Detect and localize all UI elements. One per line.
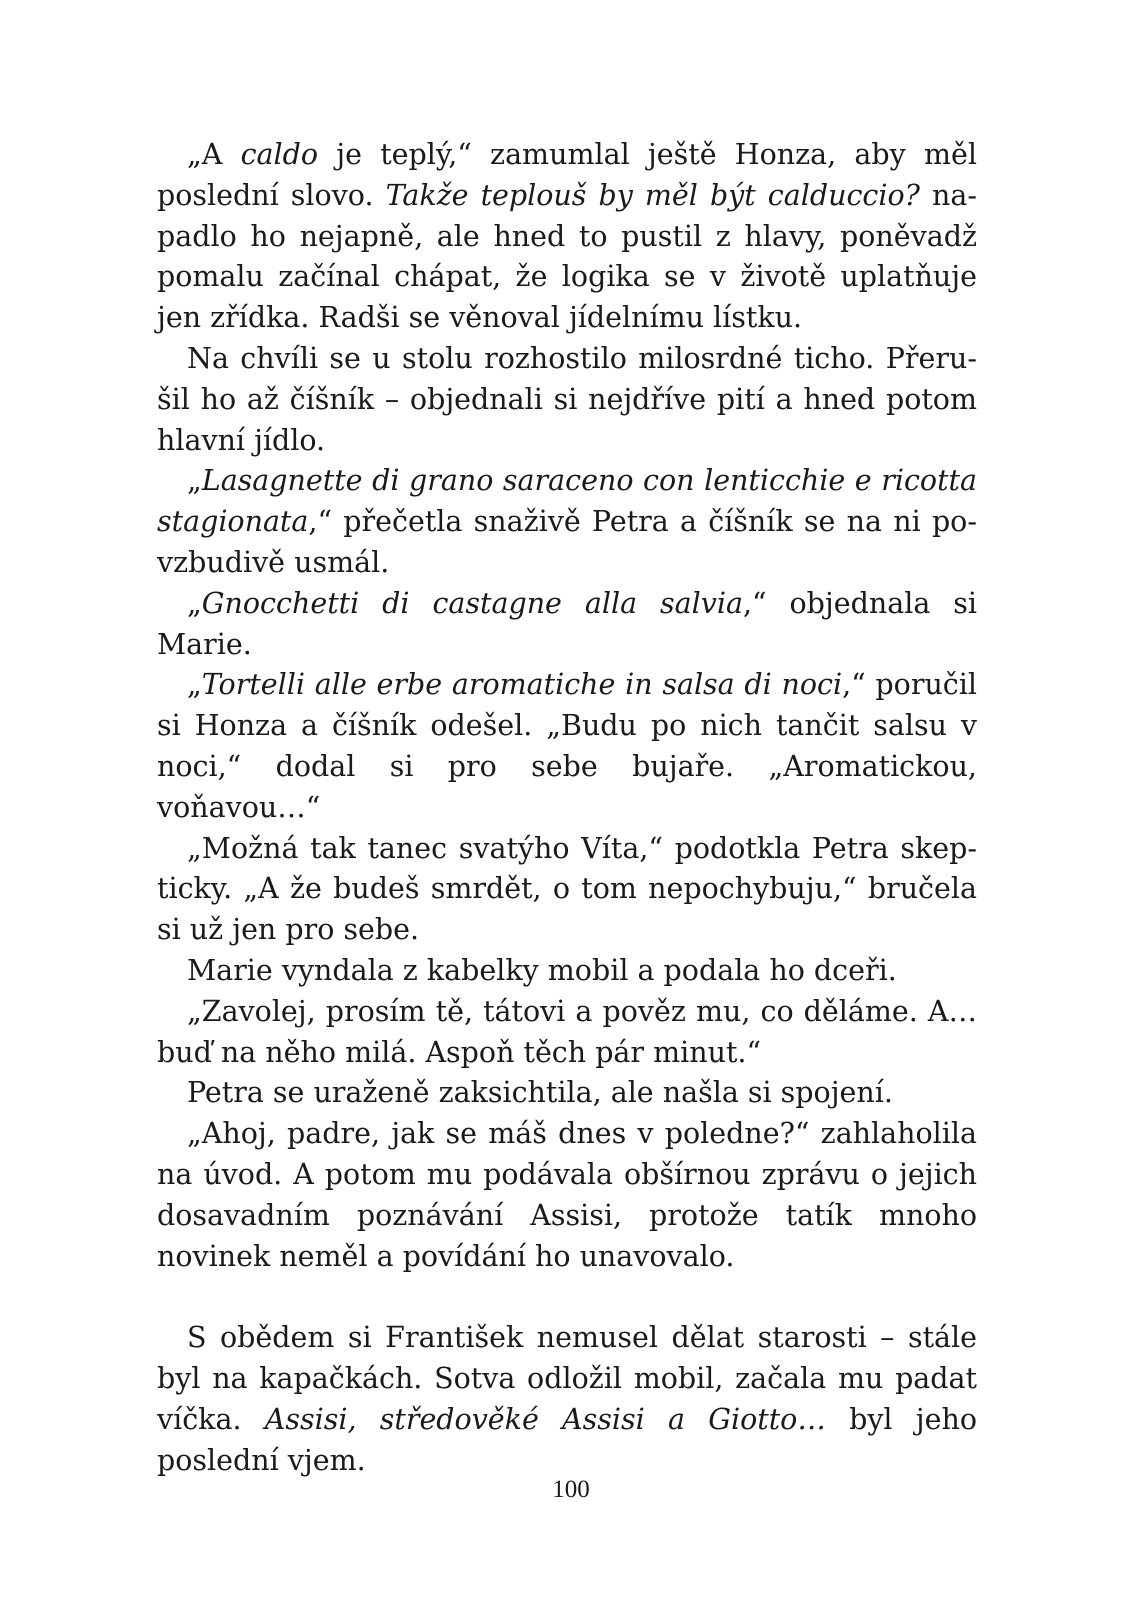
paragraph — [157, 992, 977, 1074]
italic-text: Assisi, středověké Assisi a Giotto… — [264, 1402, 826, 1436]
paragraph — [157, 584, 977, 666]
text-run: je teplý,“ zamumlal ještě Honza, aby měl poslední slovo. — [157, 138, 977, 212]
text-run: „ — [187, 586, 202, 620]
text-run: ,“ objednala si Marie. — [157, 586, 977, 661]
text-run: „Zavolej, prosím tě, tátovi a pověz mu, co děláme. A… buď na něho milá. Aspoň těch pár minut.“ — [157, 994, 977, 1069]
paragraph — [157, 665, 977, 828]
page-body — [157, 135, 977, 1481]
text-run: ,“ poručil si Honza a číšník odešel. „Budu po nich tančit salsu v noci,“ dodal si pro sebe bujaře. „Aromatickou, voňavou…“ — [157, 668, 978, 824]
paragraph — [157, 461, 977, 583]
text-run: napadlo ho nejapně, ale hned to pustil z hlavy, poněvadž pomalu začínal chápat, že logika se v životě uplatňuje jen zřídka. Radši se věnoval jídelnímu lístku. — [157, 178, 978, 335]
italic-text: Tortelli alle erbe aromatiche in salsa di noci — [201, 668, 843, 702]
italic-text: caldo — [240, 138, 319, 171]
text-run: „Možná tak tanec svatýho Víta,“ podotkla Petra skepticky. „A že budeš smrdět, o tom nepochybuju,“ bručela si už jen pro sebe. — [157, 831, 977, 947]
text-run: „ — [187, 464, 202, 498]
paragraph — [157, 1318, 977, 1481]
italic-text: Takže teplouš by měl být calduccio? — [385, 178, 920, 212]
paragraph — [157, 1073, 977, 1114]
text-run: „A — [187, 138, 241, 171]
paragraph — [157, 135, 977, 339]
italic-text: Lasagnette di grano saraceno con lenticchie e ricotta stagionata — [157, 464, 977, 539]
paragraph — [157, 339, 977, 461]
text-run: Petra se uraženě zaksichtila, ale našla si spojení. — [187, 1076, 893, 1110]
paragraph — [157, 951, 977, 992]
text-run: Na chvíli se u stolu rozhostilo milosrdné ticho. Přerušil ho až číšník – objednali si nejdříve pití a hned potom hlavní jídlo. — [157, 341, 977, 457]
text-run: Marie vyndala z kabelky mobil a podala ho dceři. — [187, 953, 897, 987]
paragraph — [157, 829, 977, 951]
text-run: ,“ přečetla snaživě Petra a číšník se na ni povzbudivě usmál. — [157, 505, 977, 579]
italic-text: Gnocchetti di castagne alla salvia — [201, 586, 743, 620]
text-run: byl jeho poslední vjem. — [157, 1402, 977, 1477]
text-run: „Ahoj, padre, jak se máš dnes v poledne?“ zahlaholila na úvod. A potom mu podávala obšírnou zprávu o jejich dosavadním poznávání Assisi, protože tatík mnoho novinek neměl a povídání ho unavovalo. — [157, 1117, 977, 1273]
text-run: S obědem si František nemusel dělat starosti – stále byl na kapačkách. Sotva odložil mobil, začala mu padat víčka. — [157, 1321, 977, 1436]
page-number: 100 — [552, 1476, 590, 1503]
paragraph — [157, 1114, 977, 1277]
text-run: „ — [187, 668, 202, 702]
